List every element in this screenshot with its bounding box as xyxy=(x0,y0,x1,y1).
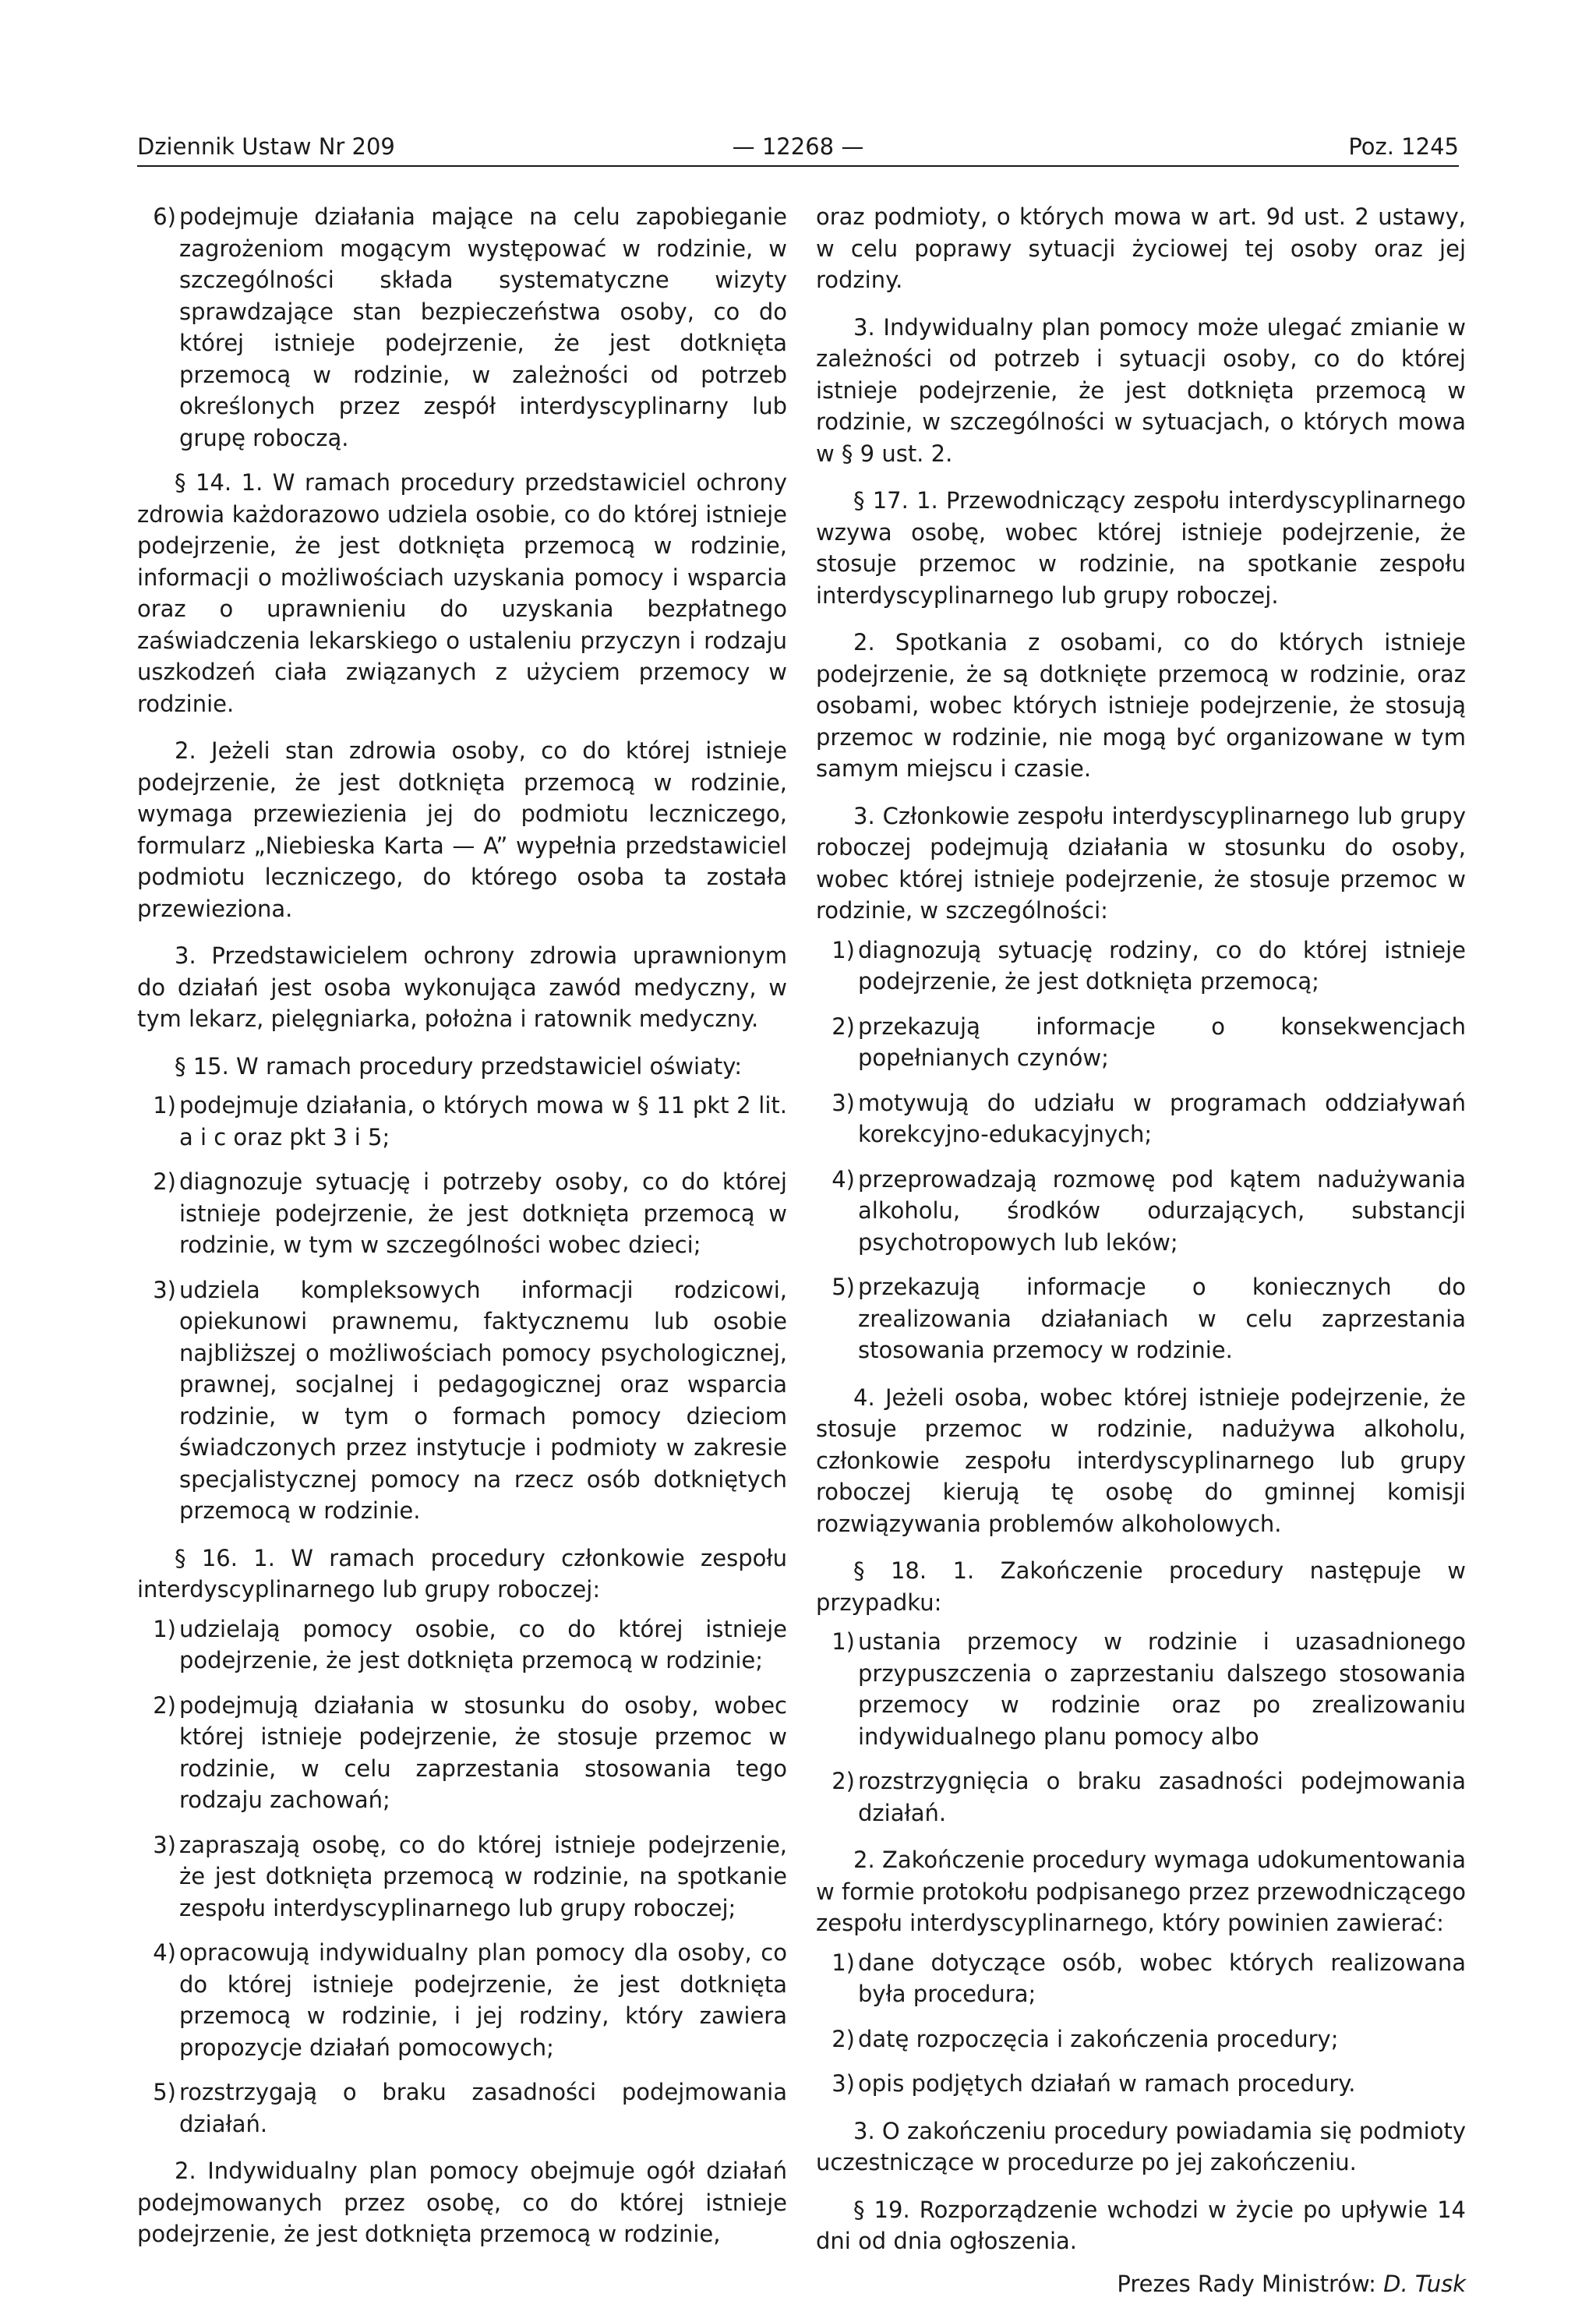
paragraph-18-3: 3. O zakończeniu procedury powiadamia się podmioty uczestniczące w procedurze po jej zakończeniu. xyxy=(816,2117,1466,2175)
journal-title: Dziennik Ustaw Nr 209 xyxy=(137,133,395,160)
list-item xyxy=(137,1829,787,1924)
item-text: podejmują działania w stosunku do osoby, wobec której istnieje podejrzenie, że stosuje przemoc w rodzinie, w celu zaprzestania stosowania tego rodzaju zachowań; xyxy=(179,1691,787,1813)
list-item xyxy=(816,1626,1466,1752)
item-text: udziela kompleksowych informacji rodzicowi, opiekunowi prawnemu, faktycznemu lub osobie najbliższej o możliwościach pomocy psychologicznej, prawnej, socjalnej i pedagogicznej oraz wsparcia rodzinie, w tym o formach pomocy dzieciom świadczonych przez instytucje i podmioty w zakresie specjalistycznej pomocy na rzecz osób dotkniętych przemocą w rodzinie. xyxy=(179,1276,787,1524)
item-text: podejmuje działania mające na celu zapobieganie zagrożeniom mogącym występować w rodzinie, w szczególności składa systematyczne wizyty sprawdzające stan bezpieczeństwa osoby, co do której istnieje podejrzenie, że jest dotknięta przemocą w rodzinie, w zależności od potrzeb określonych przez zespół interdyscyplinarny lub grupę roboczą. xyxy=(179,203,787,451)
item-number: 1) xyxy=(153,1092,176,1119)
paragraph-17-3: 3. Członkowie zespołu interdyscyplinarnego lub grupy roboczej podejmują działania w stosunku do osoby, wobec której istnieje podejrzenie, że stosuje przemoc w rodzinie, w szczególności: xyxy=(816,802,1466,924)
item-number: 1) xyxy=(832,1949,855,1976)
item-number: 3) xyxy=(832,2070,855,2097)
paragraph-17-1: § 17. 1. Przewodniczący zespołu interdyscyplinarnego wzywa osobę, wobec której istnieje podejrzenie, że stosuje przemoc w rodzinie, na spotkanie zespołu interdyscyplinarnego lub grupy roboczej. xyxy=(816,487,1466,609)
item-text: dane dotyczące osób, wobec których realizowana była procedura; xyxy=(858,1949,1466,2007)
item-number: 2) xyxy=(832,1768,855,1794)
list-item xyxy=(816,1087,1466,1150)
paragraph-17-4: 4. Jeżeli osoba, wobec której istnieje podejrzenie, że stosuje przemoc w rodzinie, nadużywa alkoholu, członkowie zespołu interdyscyplinarnego lub grupy roboczej kierują tę osobę do gminnej komisji rozwiązywania problemów alkoholowych. xyxy=(816,1384,1466,1537)
item-text: diagnozują sytuację rodziny, co do której istnieje podejrzenie, że jest dotknięta przemocą; xyxy=(858,936,1466,995)
item-text: datę rozpoczęcia i zakończenia procedury; xyxy=(858,2025,1339,2052)
item-number: 4) xyxy=(832,1165,855,1193)
paragraph-19: § 19. Rozporządzenie wchodzi w życie po upływie 14 dni od dnia ogłoszenia. xyxy=(816,2196,1466,2254)
header-rule xyxy=(137,165,1459,167)
item-text: rozstrzygają o braku zasadności podejmowania działań. xyxy=(179,2079,787,2137)
paragraph-16-2-continued: oraz podmioty, o których mowa w art. 9d ust. 2 ustawy, w celu poprawy sytuacji życiowej tej osoby oraz jej rodziny. xyxy=(816,203,1466,293)
item-text: przeprowadzają rozmowę pod kątem nadużywania alkoholu, środków odurzających, substancji psychotropowych lub leków; xyxy=(858,1165,1466,1256)
paragraph-16-3: 3. Indywidualny plan pomocy może ulegać zmianie w zależności od potrzeb i sytuacji osoby, co do której istnieje podejrzenie, że jest dotknięta przemocą w rodzinie, w szczególności w sytuacjach, o których mowa w § 9 ust. 2. xyxy=(816,313,1466,467)
item-text: zapraszają osobę, co do której istnieje podejrzenie, że jest dotknięta przemocą w rodzinie, na spotkanie zespołu interdyscyplinarnego lub grupy roboczej; xyxy=(179,1831,787,1921)
paragraph-16-2: 2. Indywidualny plan pomocy obejmuje ogół działań podejmowanych przez osobę, co do której istnieje podejrzenie, że jest dotknięta przemocą w rodzinie, xyxy=(137,2158,787,2247)
paragraph-16-intro: § 16. 1. W ramach procedury członkowie zespołu interdyscyplinarnego lub grupy roboczej: xyxy=(137,1544,787,1603)
list-item xyxy=(137,1274,787,1527)
item-number: 4) xyxy=(153,1939,176,1966)
signature xyxy=(816,2268,1466,2300)
list-item xyxy=(816,935,1466,998)
item-text: udzielają pomocy osobie, co do której istnieje podejrzenie, że jest dotknięta przemocą w rodzinie; xyxy=(179,1615,787,1674)
list-item xyxy=(137,201,787,454)
item-text: ustania przemocy w rodzinie i uzasadnionego przypuszczenia o zaprzestaniu dalszego stosowania przemocy w rodzinie oraz po zrealizowaniu indywidualnego planu pomocy albo xyxy=(858,1628,1466,1750)
item-text: diagnozuje sytuację i potrzeby osoby, co do której istnieje podejrzenie, że jest dotknięta przemocą w rodzinie, w tym w szczególności wobec dzieci; xyxy=(179,1168,787,1258)
paragraph-14-1: § 14. 1. W ramach procedury przedstawiciel ochrony zdrowia każdorazowo udziela osobie, co do której istnieje podejrzenie, że jest dotknięta przemocą w rodzinie, informacji o możliwościach uzyskania pomocy i wsparcia oraz o uprawnieniu do uzyskania bezpłatnego zaświadczenia lekarskiego o ustaleniu przyczyn i rodzaju uszkodzeń ciała związanych z użyciem przemocy w rodzinie. xyxy=(137,469,787,717)
list-item xyxy=(816,1947,1466,2010)
list-item xyxy=(137,2076,787,2140)
item-text: opis podjętych działań w ramach procedury. xyxy=(858,2070,1356,2097)
signature-name: D. Tusk xyxy=(1383,2270,1466,2297)
position-number: Poz. 1245 xyxy=(1348,133,1459,160)
paragraph-15-intro: § 15. W ramach procedury przedstawiciel oświaty: xyxy=(175,1052,743,1080)
item-number: 6) xyxy=(153,203,176,230)
list-item xyxy=(816,1271,1466,1366)
page-header xyxy=(137,129,1459,164)
list-item xyxy=(816,1011,1466,1074)
list-item xyxy=(816,2068,1466,2100)
item-number: 3) xyxy=(153,1276,176,1303)
list-item xyxy=(816,1765,1466,1829)
list-item xyxy=(137,1166,787,1261)
item-number: 5) xyxy=(153,2079,176,2105)
item-number: 3) xyxy=(153,1831,176,1858)
item-number: 2) xyxy=(153,1691,176,1719)
list-item xyxy=(816,1164,1466,1259)
page-number: — 12268 — xyxy=(732,133,864,160)
paragraph-14-2: 2. Jeżeli stan zdrowia osoby, co do której istnieje podejrzenie, że jest dotknięta przemocą w rodzinie, wymaga przewiezienia jej do podmiotu leczniczego, formularz „Niebieska Karta — A” wypełnia przedstawiciel podmiotu leczniczego, do którego osoba ta została przewieziona. xyxy=(137,737,787,922)
item-text: podejmuje działania, o których mowa w § 11 pkt 2 lit. a i c oraz pkt 3 i 5; xyxy=(179,1092,787,1150)
left-column xyxy=(137,201,787,2266)
paragraph-17-2: 2. Spotkania z osobami, co do których istnieje podejrzenie, że są dotknięte przemocą w rodzinie, oraz osobami, wobec których istnieje podejrzenie, że stosują przemoc w rodzinie, nie mogą być organizowane w tym samym miejscu i czasie. xyxy=(816,629,1466,782)
item-number: 5) xyxy=(832,1274,855,1300)
list-item xyxy=(137,1613,787,1677)
paragraph-18-intro: § 18. 1. Zakończenie procedury następuje w przypadku: xyxy=(816,1557,1466,1616)
item-number: 2) xyxy=(832,2025,855,2052)
item-number: 2) xyxy=(153,1168,176,1195)
item-text: przekazują informacje o konsekwencjach popełnianych czynów; xyxy=(858,1013,1466,1071)
item-number: 1) xyxy=(832,1628,855,1655)
item-text: rozstrzygnięcia o braku zasadności podejmowania działań. xyxy=(858,1768,1466,1826)
list-item xyxy=(816,2023,1466,2055)
signature-label: Prezes Rady Ministrów: xyxy=(1117,2270,1376,2297)
list-item xyxy=(137,1690,787,1816)
list-item xyxy=(137,1937,787,2063)
item-number: 2) xyxy=(832,1013,855,1040)
paragraph-18-2: 2. Zakończenie procedury wymaga udokumentowania w formie protokołu podpisanego przez przewodniczącego zespołu interdyscyplinarnego, który powinien zawierać: xyxy=(816,1847,1466,1936)
item-text: przekazują informacje o koniecznych do zrealizowania działaniach w celu zaprzestania stosowania przemocy w rodzinie. xyxy=(858,1274,1466,1363)
item-number: 1) xyxy=(153,1615,176,1642)
item-number: 3) xyxy=(832,1089,855,1116)
item-text: opracowują indywidualny plan pomocy dla osoby, co do której istnieje podejrzenie, że jest dotknięta przemocą w rodzinie, i jej rodziny, który zawiera propozycje działań pomocowych; xyxy=(179,1939,787,2061)
item-number: 1) xyxy=(832,936,855,963)
item-text: motywują do udziału w programach oddziaływań korekcyjno-edukacyjnych; xyxy=(858,1089,1466,1147)
right-column xyxy=(816,201,1466,2315)
list-item xyxy=(137,1090,787,1153)
paragraph-14-3: 3. Przedstawicielem ochrony zdrowia uprawnionym do działań jest osoba wykonująca zawód medyczny, w tym lekarz, pielęgniarka, położna i ratownik medyczny. xyxy=(137,942,787,1032)
